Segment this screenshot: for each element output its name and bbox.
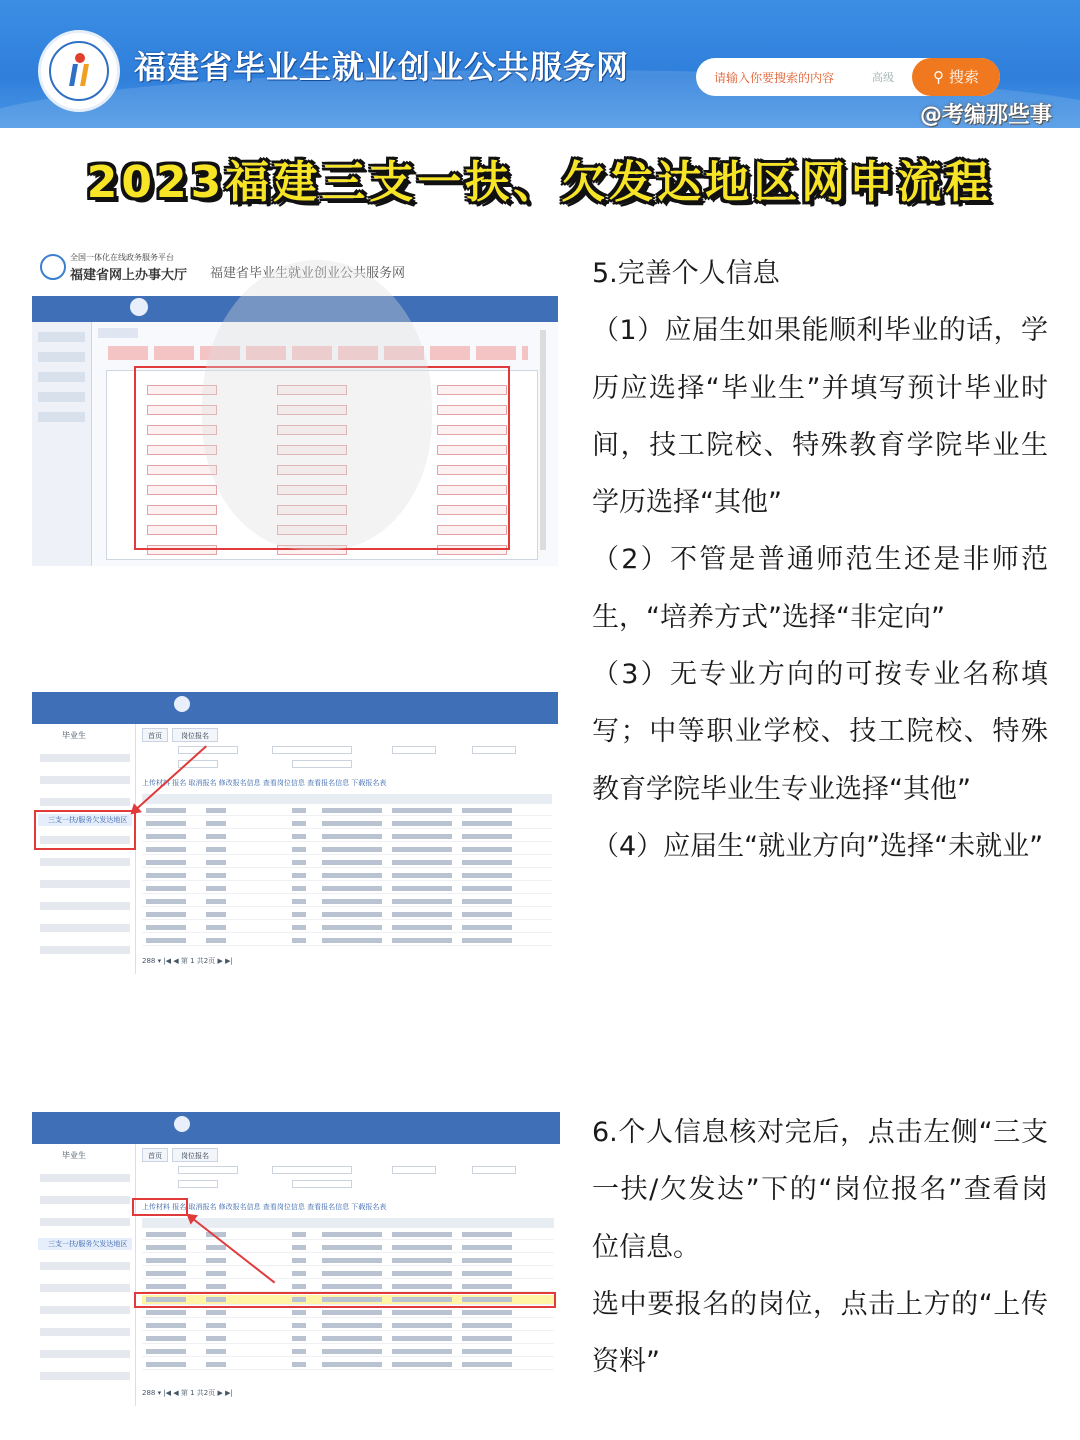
- user-icon[interactable]: [174, 696, 190, 712]
- filter-input[interactable]: [272, 1166, 352, 1174]
- filter-input[interactable]: [272, 746, 352, 754]
- sidebar-item[interactable]: [40, 798, 130, 806]
- search-advanced-dropdown[interactable]: 高级: [872, 71, 894, 84]
- table-row[interactable]: [142, 1347, 554, 1357]
- highlight-box-upload: [132, 1198, 188, 1216]
- grid-toolbar[interactable]: 上传材料 报名 取消报名 修改报名信息 查看岗位信息 查看报名信息 下载报名表: [142, 1203, 387, 1211]
- table-row[interactable]: [142, 923, 552, 933]
- table-row[interactable]: [142, 910, 552, 920]
- table-row[interactable]: [142, 832, 552, 842]
- table-row[interactable]: [142, 1321, 554, 1331]
- sidebar-user: 毕业生: [62, 731, 86, 740]
- table-row[interactable]: [142, 871, 552, 881]
- portal-sidebar: [32, 322, 92, 566]
- section-6-point-2: 选中要报名的岗位，点击上方的“上传资料”: [592, 1288, 1048, 1378]
- sidebar-item[interactable]: [40, 946, 130, 954]
- form-tab[interactable]: [98, 328, 138, 338]
- logo-figure-body: [69, 64, 89, 86]
- sidebar-item[interactable]: [38, 392, 85, 402]
- section-5-text: [592, 245, 1048, 875]
- section-6-point-1: 6.个人信息核对完后，点击左侧“三支一扶/欠发达”下的“岗位报名”查看岗位信息。: [592, 1117, 1048, 1263]
- tab-home[interactable]: 首页: [142, 1148, 168, 1162]
- sidebar-item[interactable]: [40, 1372, 130, 1380]
- sidebar-item[interactable]: [40, 1218, 130, 1226]
- filter-input[interactable]: [178, 1180, 218, 1188]
- sidebar-item-label: 三支一扶/服务欠发达地区: [48, 1240, 128, 1248]
- section-5-heading: 5.完善个人信息: [592, 258, 780, 289]
- grid-toolbar[interactable]: 上传材料 报名 取消报名 修改报名信息 查看岗位信息 查看报名信息 下载报名表: [142, 779, 387, 787]
- portal-line1: 全国一体化在线政务服务平台: [70, 253, 174, 262]
- sidebar-item[interactable]: [40, 880, 130, 888]
- banner-title: 2023福建三支一扶、欠发达地区网申流程: [86, 157, 994, 208]
- sidebar-item[interactable]: [38, 332, 85, 342]
- sidebar-item[interactable]: [38, 352, 85, 362]
- search-icon: ⚲: [933, 68, 949, 86]
- sidebar-item-job-apply[interactable]: [40, 1262, 130, 1270]
- highlight-box-row: [134, 1292, 556, 1308]
- table-row[interactable]: [142, 1230, 554, 1240]
- table-row[interactable]: [142, 1243, 554, 1253]
- filter-input[interactable]: [392, 746, 436, 754]
- sidebar-item[interactable]: [40, 902, 130, 910]
- sidebar-item-label: 三支一扶/服务欠发达地区: [48, 816, 128, 824]
- sidebar-item[interactable]: [40, 1350, 130, 1358]
- screenshot-personal-info: [32, 240, 558, 566]
- section-6-text: [592, 1104, 1048, 1390]
- sidebar-item[interactable]: [40, 1174, 130, 1182]
- search-input[interactable]: 请输入你要搜索的内容: [714, 71, 835, 85]
- pagination[interactable]: 288 ▾ |◀ ◀ 第 1 共2页 ▶ ▶|: [142, 1389, 233, 1397]
- site-header: [0, 0, 1080, 128]
- site-title[interactable]: 福建省毕业生就业创业公共服务网: [134, 48, 630, 86]
- app-top-bar: [32, 1112, 560, 1144]
- screenshot-upload: [32, 1112, 560, 1406]
- filter-input[interactable]: [292, 760, 352, 768]
- filter-input[interactable]: [472, 746, 516, 754]
- sidebar-item[interactable]: [40, 776, 130, 784]
- sidebar-item[interactable]: [40, 754, 130, 762]
- table-row[interactable]: [142, 884, 552, 894]
- logo-figure: [69, 53, 89, 87]
- table-row[interactable]: [142, 1360, 554, 1370]
- table-row[interactable]: [142, 1269, 554, 1279]
- portal-emblem-icon: [40, 254, 66, 280]
- portal-site-name: 福建省毕业生就业创业公共服务网: [210, 266, 406, 281]
- sidebar-user: 毕业生: [62, 1151, 86, 1160]
- section-5-point-3: （3）无专业方向的可按专业名称填写；中等职业学校、技工院校、特殊教育学院毕业生专业选择“其他”: [592, 659, 1048, 805]
- app-sidebar: [32, 1144, 136, 1406]
- filter-input[interactable]: [178, 746, 238, 754]
- sidebar-item[interactable]: [40, 924, 130, 932]
- scrollbar[interactable]: [540, 330, 546, 550]
- table-row[interactable]: [142, 897, 552, 907]
- highlight-box: [34, 810, 136, 850]
- table-row[interactable]: [142, 858, 552, 868]
- sidebar-item[interactable]: [40, 858, 130, 866]
- section-5-point-2: （2）不管是普通师范生还是非师范生，“培养方式”选择“非定向”: [592, 544, 1048, 633]
- table-row[interactable]: [142, 845, 552, 855]
- filter-input[interactable]: [392, 1166, 436, 1174]
- user-icon[interactable]: [174, 1116, 190, 1132]
- portal-line2: 福建省网上办事大厅: [70, 268, 188, 283]
- table-row[interactable]: [142, 1308, 554, 1318]
- sidebar-item-sanzhi[interactable]: [38, 1238, 132, 1250]
- table-row[interactable]: [142, 1334, 554, 1344]
- search-button-label: 搜索: [948, 68, 979, 86]
- table-row[interactable]: [142, 806, 552, 816]
- mascot-watermark: [202, 260, 432, 550]
- filter-input[interactable]: [178, 1166, 238, 1174]
- section-5-point-4: （4）应届生“就业方向”选择“未就业”: [592, 830, 1044, 862]
- sidebar-item[interactable]: [38, 372, 85, 382]
- table-row[interactable]: [142, 1282, 554, 1292]
- grid-header: [142, 794, 552, 804]
- pagination[interactable]: 288 ▾ |◀ ◀ 第 1 共2页 ▶ ▶|: [142, 957, 233, 965]
- filter-input[interactable]: [472, 1166, 516, 1174]
- search-box[interactable]: [696, 58, 1000, 96]
- section-5-point-1: （1）应届生如果能顺利毕业的话，学历应选择“毕业生”并填写预计毕业时间，技工院校、特殊教育学院毕业生学历选择“其他”: [592, 315, 1048, 519]
- app-top-bar: [32, 692, 558, 724]
- site-logo-icon[interactable]: [38, 30, 120, 112]
- sidebar-item[interactable]: [40, 1328, 130, 1336]
- sidebar-item[interactable]: [40, 1306, 130, 1314]
- tab-job-apply[interactable]: 岗位报名: [172, 728, 218, 742]
- sidebar-item[interactable]: [40, 1196, 130, 1204]
- table-row[interactable]: [142, 819, 552, 829]
- sidebar-item[interactable]: [38, 412, 85, 422]
- table-row[interactable]: [142, 936, 552, 946]
- user-icon[interactable]: [130, 298, 148, 316]
- tab-home[interactable]: 首页: [142, 728, 168, 742]
- table-row[interactable]: [142, 1256, 554, 1266]
- filter-input[interactable]: [292, 1180, 352, 1188]
- sidebar-item[interactable]: [40, 1284, 130, 1292]
- screenshot-job-list: [32, 692, 558, 974]
- watermark: @考编那些事: [920, 103, 1053, 128]
- search-button[interactable]: [912, 58, 1000, 96]
- logo-figure-head: [75, 53, 85, 63]
- tab-job-apply[interactable]: 岗位报名: [172, 1148, 218, 1162]
